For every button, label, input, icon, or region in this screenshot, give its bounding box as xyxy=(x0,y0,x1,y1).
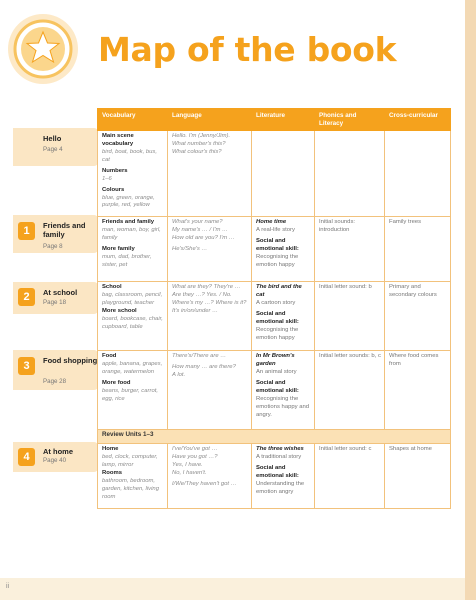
table-row xyxy=(98,130,451,216)
unit-name: Hello xyxy=(43,134,62,143)
vocab-heading: Friends and family xyxy=(102,218,155,225)
cross-curricular-cell xyxy=(385,216,451,281)
literature-cell xyxy=(252,130,315,216)
cross-curricular-text: Primary and secondary colours xyxy=(389,283,437,298)
cross-curricular-cell xyxy=(385,130,451,216)
cross-curricular-text: Where food comes from xyxy=(389,352,439,367)
unit-number-badge: 2 xyxy=(18,288,35,306)
vocab-words: apple, banana, grapes, orange, watermelon xyxy=(102,360,163,375)
language-line: How many … are there? xyxy=(172,363,236,370)
literature-cell xyxy=(252,216,315,281)
page-footer xyxy=(0,578,465,600)
phonics-cell xyxy=(315,281,385,350)
vocab-cell xyxy=(98,216,168,281)
unit-number-badge: 3 xyxy=(18,357,35,375)
phonics-text: Initial letter sound: c xyxy=(319,445,372,452)
unit-tab-4 xyxy=(13,442,98,472)
page-title: Map of the book xyxy=(98,30,397,69)
skill-text: Recognising the emotion happy xyxy=(256,326,299,341)
language-cell xyxy=(168,130,252,216)
language-cell xyxy=(168,281,252,350)
unit-page: Page 4 xyxy=(43,146,63,153)
unit-tab-hello xyxy=(13,128,98,166)
language-cell xyxy=(168,350,252,429)
unit-page: Page 18 xyxy=(43,299,67,306)
unit-page: Page 28 xyxy=(43,378,67,385)
vocab-cell xyxy=(98,443,168,508)
language-line: What's your name? xyxy=(172,218,223,225)
language-line: A lot. xyxy=(172,371,186,378)
header-phonics: Phonics and Literacy xyxy=(315,109,385,131)
unit-name: Food shopping xyxy=(43,356,98,365)
story-title: In Mr Brown's garden xyxy=(256,352,295,367)
review-row xyxy=(98,429,451,443)
skill-text: Understanding the emotion angry xyxy=(256,480,305,495)
unit-name: At home xyxy=(43,447,73,456)
language-line: He's/She's … xyxy=(172,245,208,252)
vocab-words: blue, green, orange, purple, red, yellow xyxy=(102,194,155,209)
vocab-cell xyxy=(98,350,168,429)
vocab-heading: Numbers xyxy=(102,167,128,174)
star-logo-icon xyxy=(6,12,80,86)
skill-heading: Social and emotional skill: xyxy=(256,464,299,479)
literature-cell xyxy=(252,281,315,350)
phonics-cell xyxy=(315,443,385,508)
vocab-cell xyxy=(98,130,168,216)
cross-curricular-cell xyxy=(385,443,451,508)
language-line: It's in/on/under … xyxy=(172,307,218,314)
phonics-text: Initial letter sounds: b, c xyxy=(319,352,381,359)
language-line: Have you got …? xyxy=(172,453,218,460)
language-line: Are they …? Yes. / No. xyxy=(172,291,232,298)
skill-heading: Social and emotional skill: xyxy=(256,310,299,325)
vocab-words: bathroom, bedroom, garden, kitchen, living room xyxy=(102,477,159,500)
literature-cell xyxy=(252,350,315,429)
language-line: What are they? They're … xyxy=(172,283,241,290)
vocab-heading: More family xyxy=(102,245,135,252)
story-type: An animal story xyxy=(256,368,297,375)
table-header-row xyxy=(98,109,451,131)
table-row xyxy=(98,281,451,350)
language-line: What number's this? xyxy=(172,140,226,147)
vocab-words: bed, clock, computer, lamp, mirror xyxy=(102,453,158,468)
vocab-heading: Home xyxy=(102,445,119,452)
header-language: Language xyxy=(168,109,252,131)
language-cell xyxy=(168,216,252,281)
story-type: A traditional story xyxy=(256,453,302,460)
table-row xyxy=(98,350,451,429)
vocab-words: bag, classroom, pencil, playground, teacher xyxy=(102,291,163,306)
story-title: The three wishes xyxy=(256,445,304,452)
book-map-table xyxy=(97,108,451,509)
unit-page: Page 8 xyxy=(43,243,63,250)
vocab-heading: More food xyxy=(102,379,131,386)
table-row xyxy=(98,216,451,281)
vocab-heading: Rooms xyxy=(102,469,122,476)
story-title: Home time xyxy=(256,218,287,225)
phonics-cell xyxy=(315,130,385,216)
language-line: I/We/They haven't got … xyxy=(172,480,237,487)
unit-number-badge: 4 xyxy=(18,448,35,466)
skill-text: Recognising the emotions happy and angry. xyxy=(256,395,310,418)
cross-curricular-text: Shapes at home xyxy=(389,445,432,452)
vocab-words: man, woman, boy, girl, family xyxy=(102,226,161,241)
vocab-heading: Food xyxy=(102,352,117,359)
review-label: Review Units 1–3 xyxy=(98,429,451,443)
phonics-text: Initial letter sound: b xyxy=(319,283,372,290)
language-line: How old are you? I'm … xyxy=(172,234,235,241)
table-row xyxy=(98,443,451,508)
vocab-words: 1–6 xyxy=(102,175,112,182)
language-line: My name's … / I'm … xyxy=(172,226,228,233)
skill-heading: Social and emotional skill: xyxy=(256,237,299,252)
skill-heading: Social and emotional skill: xyxy=(256,379,299,394)
vocab-words: bird, boat, book, bus, cat xyxy=(102,148,158,163)
story-type: A real-life story xyxy=(256,226,295,233)
vocab-words: board, bookcase, chair, cupboard, table xyxy=(102,315,163,330)
vocab-heading: Main scene vocabulary xyxy=(102,132,134,147)
header-vocabulary: Vocabulary xyxy=(98,109,168,131)
cross-curricular-cell xyxy=(385,281,451,350)
page-edge xyxy=(465,0,476,600)
vocab-heading: Colours xyxy=(102,186,125,193)
skill-text: Recognising the emotion happy xyxy=(256,253,299,268)
unit-tab-1 xyxy=(13,215,98,253)
phonics-cell xyxy=(315,216,385,281)
cross-curricular-cell xyxy=(385,350,451,429)
vocab-heading: More school xyxy=(102,307,137,314)
vocab-cell xyxy=(98,281,168,350)
unit-name: Friends and family xyxy=(43,221,86,240)
cross-curricular-text: Family trees xyxy=(389,218,422,225)
header-cross-curricular: Cross-curricular xyxy=(385,109,451,131)
header-literature: Literature xyxy=(252,109,315,131)
unit-page: Page 40 xyxy=(43,457,67,464)
literature-cell xyxy=(252,443,315,508)
page-number: ii xyxy=(6,583,10,590)
unit-name: At school xyxy=(43,288,78,297)
story-type: A cartoon story xyxy=(256,299,296,306)
vocab-words: beans, burger, carrot, egg, rice xyxy=(102,387,158,402)
language-line: Yes, I have. xyxy=(172,461,203,468)
vocab-heading: School xyxy=(102,283,122,290)
language-line: There's/There are … xyxy=(172,352,227,359)
language-line: No, I haven't. xyxy=(172,469,207,476)
story-title: The bird and the cat xyxy=(256,283,302,298)
language-cell xyxy=(168,443,252,508)
unit-tab-2 xyxy=(13,282,98,314)
phonics-text: Initial sounds: introduction xyxy=(319,218,356,233)
unit-number-badge: 1 xyxy=(18,222,35,240)
language-line: Hello. I'm (Jenny/Jim). xyxy=(172,132,231,139)
phonics-cell xyxy=(315,350,385,429)
language-line: What colour's this? xyxy=(172,148,222,155)
language-line: I've/You've got … xyxy=(172,445,218,452)
unit-tab-3 xyxy=(13,350,98,390)
language-line: Where's my …? Where is it? xyxy=(172,299,247,306)
vocab-words: mum, dad, brother, sister, pet xyxy=(102,253,152,268)
